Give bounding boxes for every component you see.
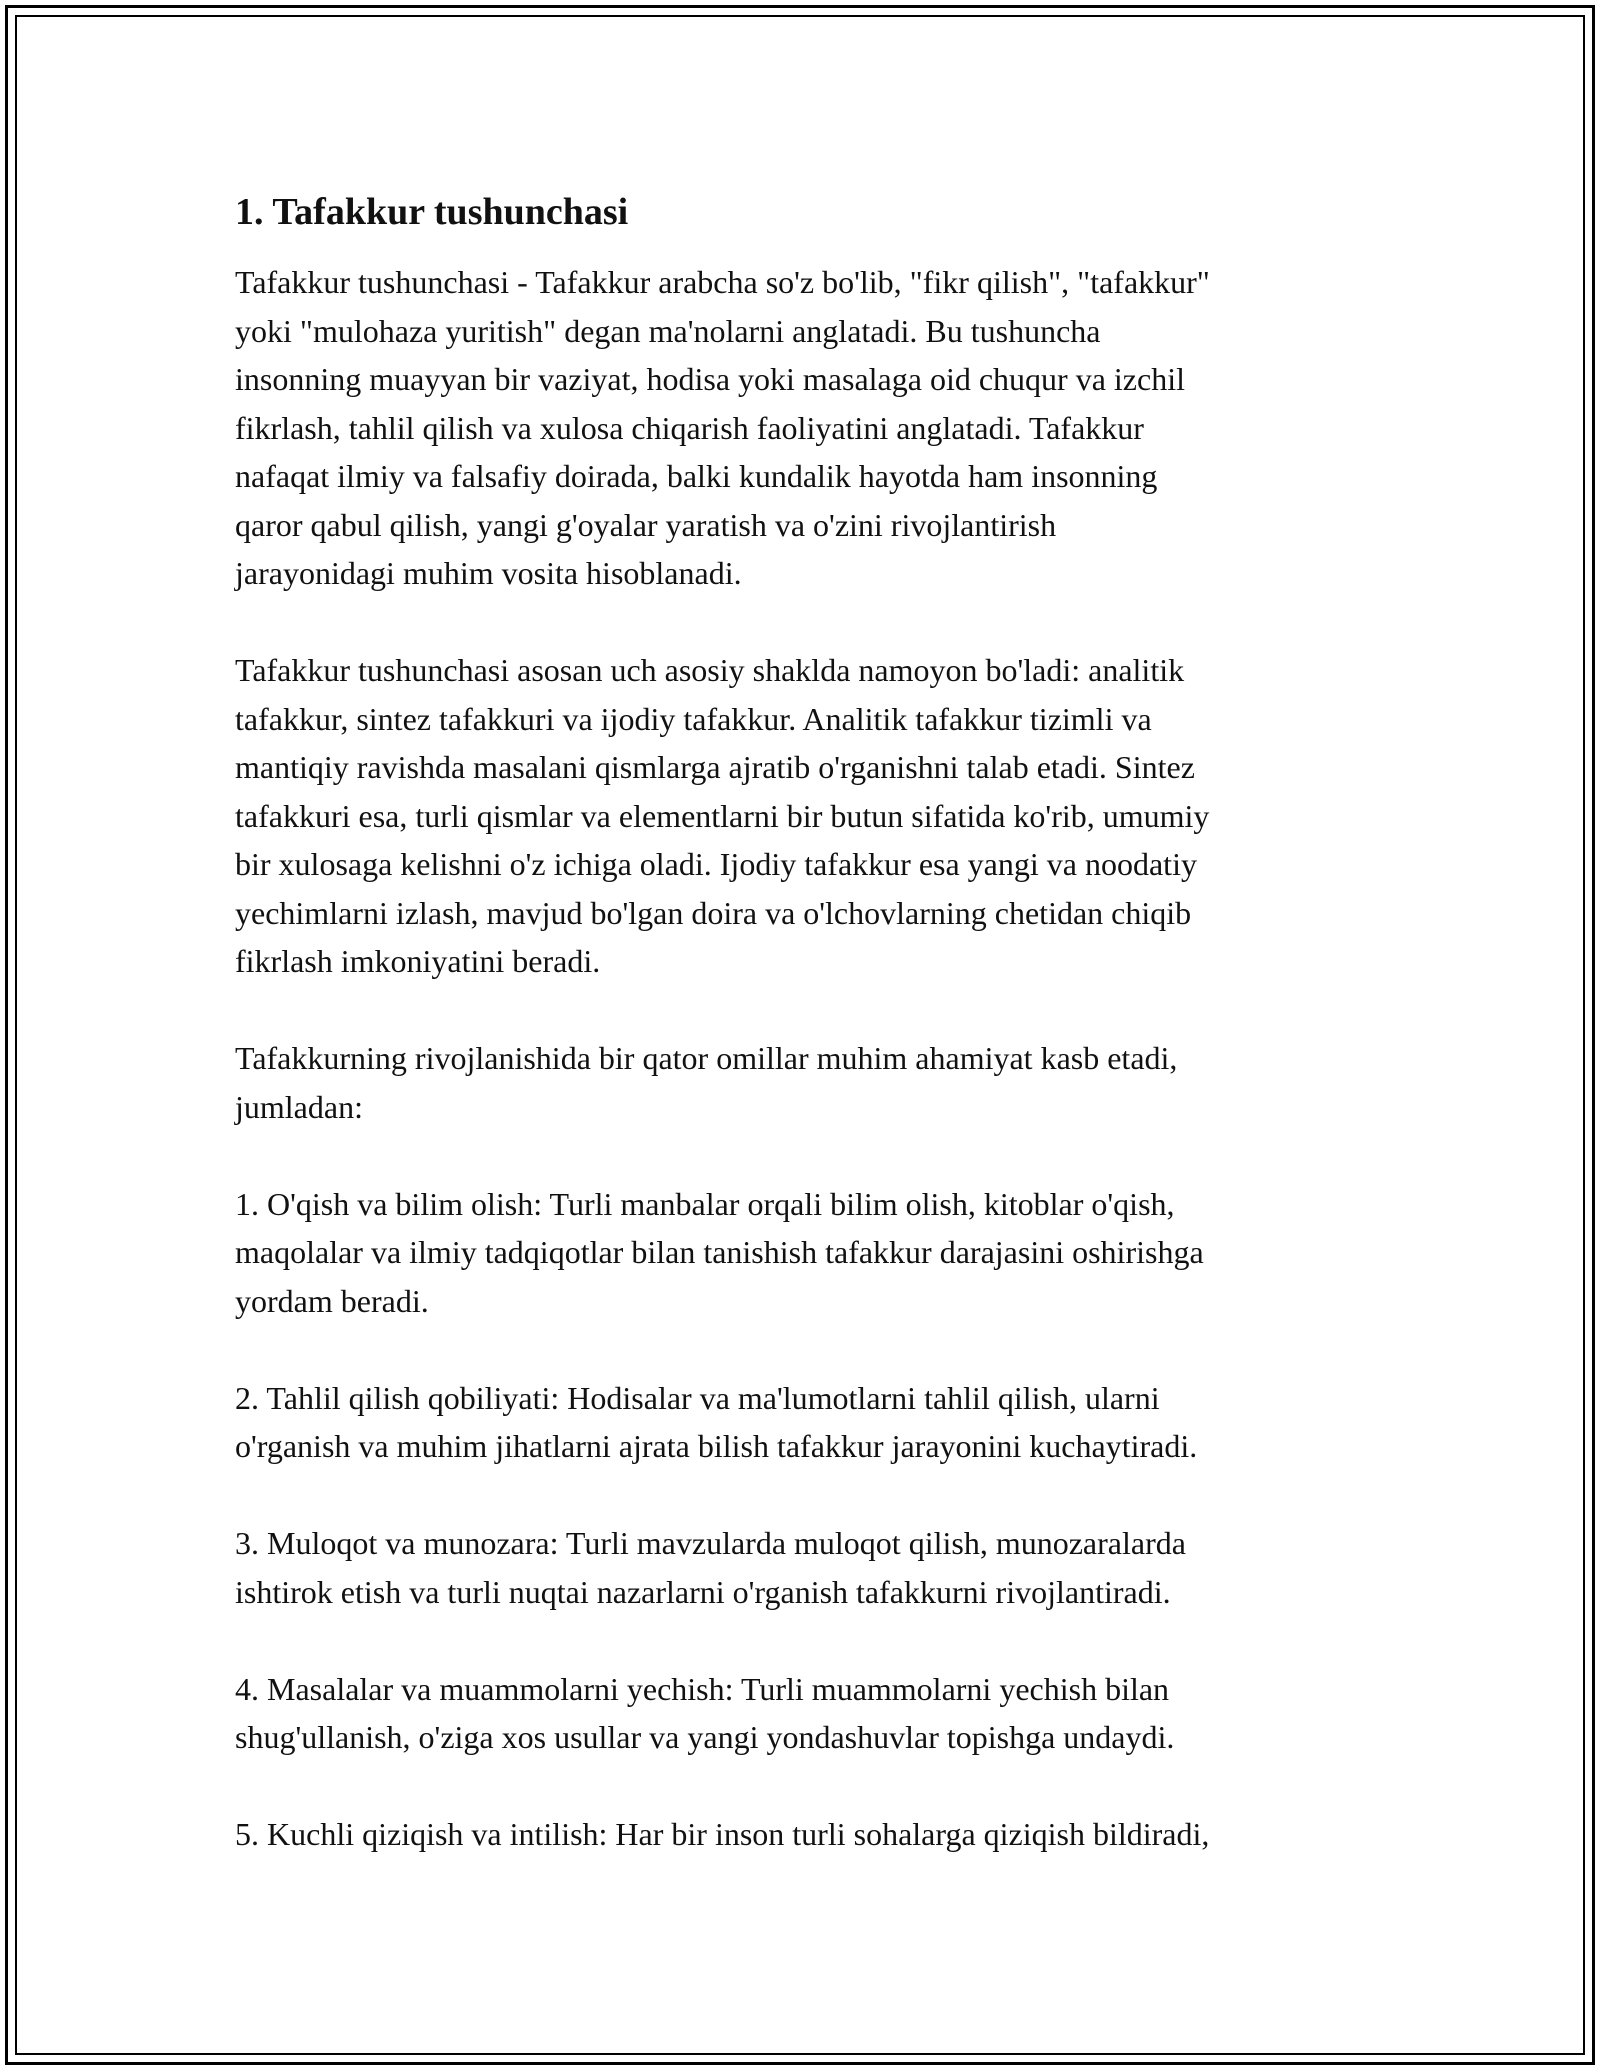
list-item-curiosity: 5. Kuchli qiziqish va intilish: Har bir inson turli sohalarga qiziqish bildiradi, xyxy=(235,1816,1210,1852)
document-body xyxy=(235,186,1375,1859)
list-item-problem-solving: 4. Masalalar va muammolarni yechish: Turli muammolarni yechish bilan shug'ullanish, o'ziga xos usullar va yangi yondashuvlar topishga undaydi. xyxy=(235,1670,1175,1755)
list-item-reading: 1. O'qish va bilim olish: Turli manbalar orqali bilim olish, kitoblar o'qish, maqolalar va ilmiy tadqiqotlar bilan tanishish tafakkur darajasini oshirishga yordam beradi. xyxy=(235,1185,1204,1319)
paragraph-forms: Tafakkur tushunchasi asosan uch asosiy shaklda namoyon bo'ladi: analitik tafakkur, sintez tafakkuri va ijodiy tafakkur. Analitik tafakkur tizimli va mantiqiy ravishda masalani qismlarga ajratib o'rganishni talab etadi. Sintez tafakkuri esa, turli qismlar va elementlarni bir butun sifatida ko'rib, umumiy bir xulosaga kelishni o'z ichiga oladi. Ijodiy tafakkur esa yangi va noodatiy yechimlarni izlash, mavjud bo'lgan doira va o'lchovlarning chetidan chiqib fikrlash imkoniyatini beradi. xyxy=(235,652,1210,979)
list-item-discussion: 3. Muloqot va munozara: Turli mavzularda muloqot qilish, munozaralarda ishtirok etish va turli nuqtai nazarlarni o'rganish tafakkurni rivojlantiradi. xyxy=(235,1525,1186,1610)
paragraph-factors-intro: Tafakkurning rivojlanishida bir qator omillar muhim ahamiyat kasb etadi, jumladan: xyxy=(235,1040,1178,1125)
paragraph-definition: Tafakkur tushunchasi - Tafakkur arabcha so'z bo'lib, "fikr qilish", "tafakkur" yoki "mulohaza yuritish" degan ma'nolarni anglatadi. Bu tushuncha insonning muayyan bir vaziyat, hodisa yoki masalaga oid chuqur va izchil fikrlash, tahlil qilish va xulosa chiqarish faoliyatini anglatadi. Tafakkur nafaqat ilmiy va falsafiy doirada, balki kundalik hayotda ham insonning qaror qabul qilish, yangi g'oyalar yaratish va o'zini rivojlantirish jarayonidagi muhim vosita hisoblanadi. xyxy=(235,264,1210,591)
section-heading: 1. Tafakkur tushunchasi xyxy=(235,191,629,233)
list-item-analysis: 2. Tahlil qilish qobiliyati: Hodisalar va ma'lumotlarni tahlil qilish, ularni o'rganish va muhim jihatlarni ajrata bilish tafakkur jarayonini kuchaytiradi. xyxy=(235,1379,1198,1464)
